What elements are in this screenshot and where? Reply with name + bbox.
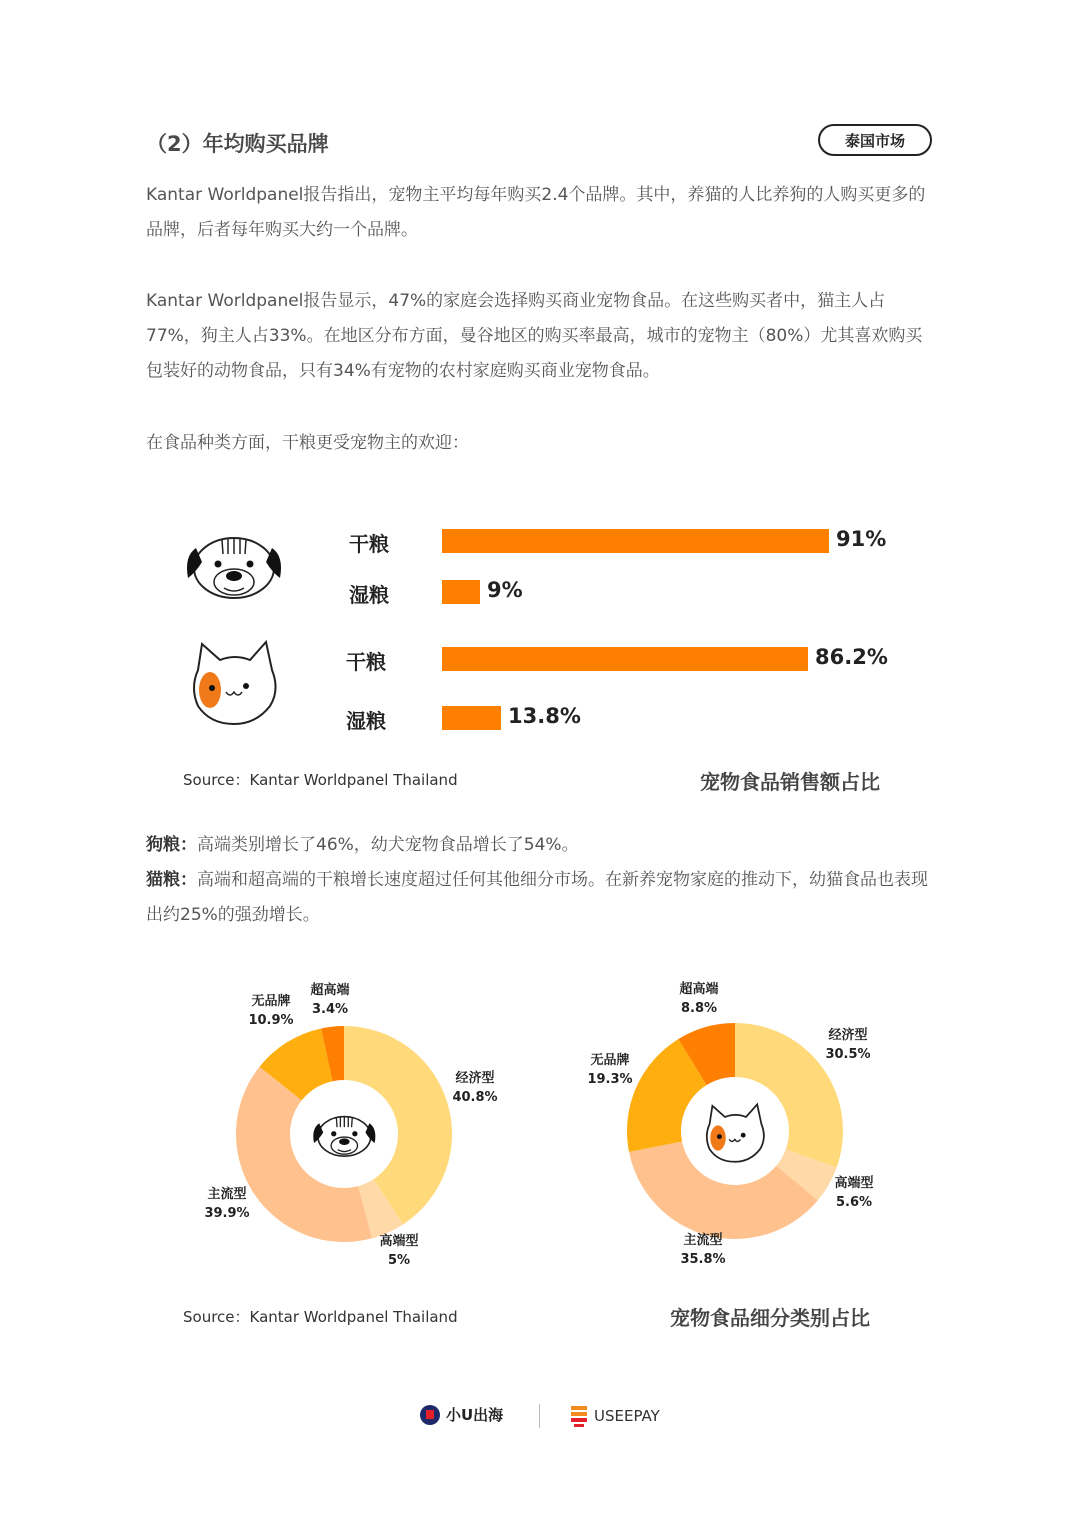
bar-chart-source: Source：Kantar Worldpanel Thailand (183, 771, 458, 789)
bar-category-label: 湿粮 (349, 583, 389, 607)
cat-food-label: 猫粮： (146, 870, 197, 890)
pie-chart-source: Source：Kantar Worldpanel Thailand (183, 1308, 458, 1326)
donut-slice-label: 经济型 (828, 1028, 868, 1043)
paragraph-brands: Kantar Worldpanel报告指出，宠物主平均每年购买2.4个品牌。其中，养猫的人比养狗的人购买更多的品牌，后者每年购买大约一个品牌。 (146, 185, 926, 240)
footer-logo-useepay (568, 1404, 660, 1428)
donut-slice-value: 8.8% (680, 1001, 718, 1016)
donut-slice-label: 经济型 (455, 1071, 495, 1086)
bar (442, 580, 480, 604)
cat-icon (707, 1104, 764, 1161)
donut-slice-value: 5% (387, 1253, 411, 1268)
donut-slice-label: 高端型 (379, 1234, 419, 1249)
donut-slice-label: 主流型 (683, 1233, 723, 1248)
footer-divider (539, 1404, 540, 1428)
section-title: （2）年均购买品牌 (146, 132, 329, 156)
bar-category-label: 湿粮 (346, 709, 386, 733)
paragraph-food-type: 在食品种类方面，干粮更受宠物主的欢迎： (146, 433, 469, 453)
bar-chart-title: 宠物食品销售额占比 (700, 770, 880, 794)
xiaou-logo-text: 小U出海 (446, 1406, 504, 1424)
market-tag: 泰国市场 (818, 124, 932, 156)
donut-slice-value: 39.9% (204, 1206, 250, 1221)
paragraph-cat-food (146, 863, 936, 933)
donut-slice-value: 30.5% (825, 1047, 871, 1062)
cat-food-text: 高端和超高端的干粮增长速度超过任何其他细分市场。在新养宠物家庭的推动下，幼猫食品也表现出约25%的强劲增长。 (146, 870, 928, 925)
bar-category-label: 干粮 (349, 532, 389, 556)
donut-slice-label: 高端型 (834, 1176, 874, 1191)
donut-slice-label: 主流型 (207, 1187, 247, 1202)
donut-slice-value: 3.4% (311, 1002, 349, 1017)
donut-slice-label: 超高端 (310, 983, 350, 998)
donut-slice-value: 5.6% (835, 1195, 873, 1210)
cat-icon (190, 640, 280, 726)
dog-food-text: 高端类别增长了46%，幼犬宠物食品增长了54%。 (197, 835, 579, 855)
donut-slice-value: 10.9% (248, 1013, 294, 1028)
useepay-logo-text: USEEPAY (594, 1407, 660, 1425)
dog-food-label: 狗粮： (146, 835, 197, 855)
bar-value-label: 13.8% (508, 704, 581, 728)
pie-chart-title: 宠物食品细分类别占比 (670, 1306, 870, 1330)
bar (442, 529, 829, 553)
footer-logo-xiaou (420, 1404, 503, 1425)
donut-slice-value: 19.3% (587, 1072, 633, 1087)
donut-slice-label: 无品牌 (251, 994, 291, 1009)
donut-charts (0, 960, 1080, 1300)
bar-value-label: 91% (836, 527, 887, 551)
donut-slice-label: 无品牌 (590, 1053, 630, 1068)
bar (442, 706, 501, 730)
bar-value-label: 86.2% (815, 645, 888, 669)
xiaou-logo-icon (420, 1405, 440, 1425)
paragraph-purchase: Kantar Worldpanel报告显示，47%的家庭会选择购买商业宠物食品。在这些购买者中，猫主人占77%，狗主人占33%。在地区分布方面，曼谷地区的购买率最高，城市的宠物主（80%）尤其喜欢购买包装好的动物食品，只有34%有宠物的农村家庭购买商业宠物食品。 (146, 291, 923, 381)
donut-slice-label: 超高端 (679, 982, 719, 997)
dog-icon (182, 528, 286, 602)
bar-category-label: 干粮 (346, 650, 386, 674)
donut-slice-value: 40.8% (452, 1090, 498, 1105)
donut-slice-value: 35.8% (680, 1252, 726, 1267)
paragraph-dog-food (146, 828, 936, 863)
bar-value-label: 9% (487, 578, 523, 602)
bar (442, 647, 808, 671)
useepay-logo-icon (568, 1404, 590, 1428)
dog-icon (313, 1117, 375, 1157)
